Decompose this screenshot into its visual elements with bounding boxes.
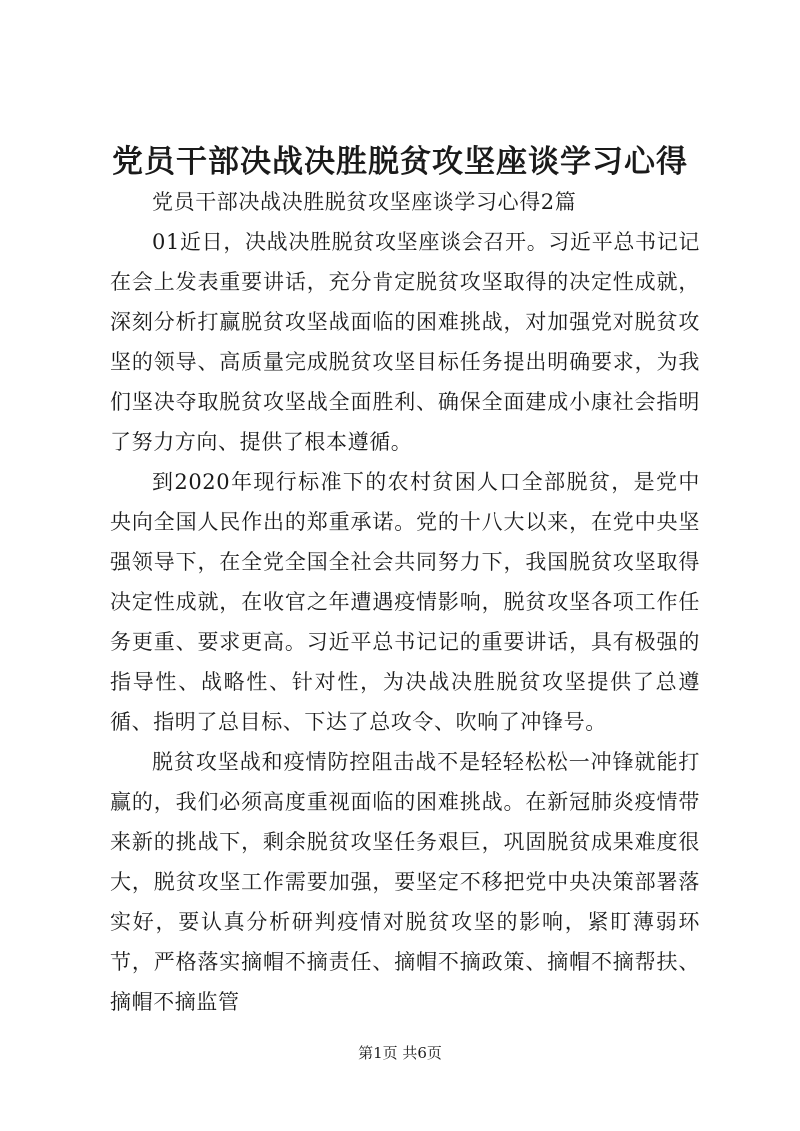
body-paragraph: 01近日，决战决胜脱贫攻坚座谈会召开。习近平总书记记在会上发表重要讲话，充分肯定脱贫攻坚取得的决定性成就，深刻分析打赢脱贫攻坚战面临的困难挑战，对加强党对脱贫攻坚的领导、高质量完成脱贫攻坚目标任务提出明确要求，为我们坚决夺取脱贫攻坚战全面胜利、确保全面建成小康社会指明了努力方向、提供了根本遵循。 [110, 230, 700, 454]
document-title: 党员干部决战决胜脱贫攻坚座谈学习心得 [112, 144, 688, 180]
page-number-footer: 第1页 共6页 [358, 1044, 442, 1062]
body-paragraph: 到2020年现行标准下的农村贫困人口全部脱贫，是党中央向全国人民作出的郑重承诺。党的十八大以来，在党中央坚强领导下，在全党全国全社会共同努力下，我国脱贫攻坚取得决定性成就，在收官之年遭遇疫情影响，脱贫攻坚各项工作任务更重、要求更高。习近平总书记记的重要讲话，具有极强的指导性、战略性、针对性，为决战决胜脱贫攻坚提供了总遵循、指明了总目标、下达了总攻令、吹响了冲锋号。 [110, 470, 700, 734]
body-paragraph: 脱贫攻坚战和疫情防控阻击战不是轻轻松松一冲锋就能打赢的，我们必须高度重视面临的困难挑战。在新冠肺炎疫情带来新的挑战下，剩余脱贫攻坚任务艰巨，巩固脱贫成果难度很大，脱贫攻坚工作需要加强，要坚定不移把党中央决策部署落实好，要认真分析研判疫情对脱贫攻坚的影响，紧盯薄弱环节，严格落实摘帽不摘责任、摘帽不摘政策、摘帽不摘帮扶、摘帽不摘监管 [110, 750, 700, 1014]
subtitle-paragraph: 党员干部决战决胜脱贫攻坚座谈学习心得2篇 [152, 190, 577, 214]
document-body [110, 182, 700, 1022]
